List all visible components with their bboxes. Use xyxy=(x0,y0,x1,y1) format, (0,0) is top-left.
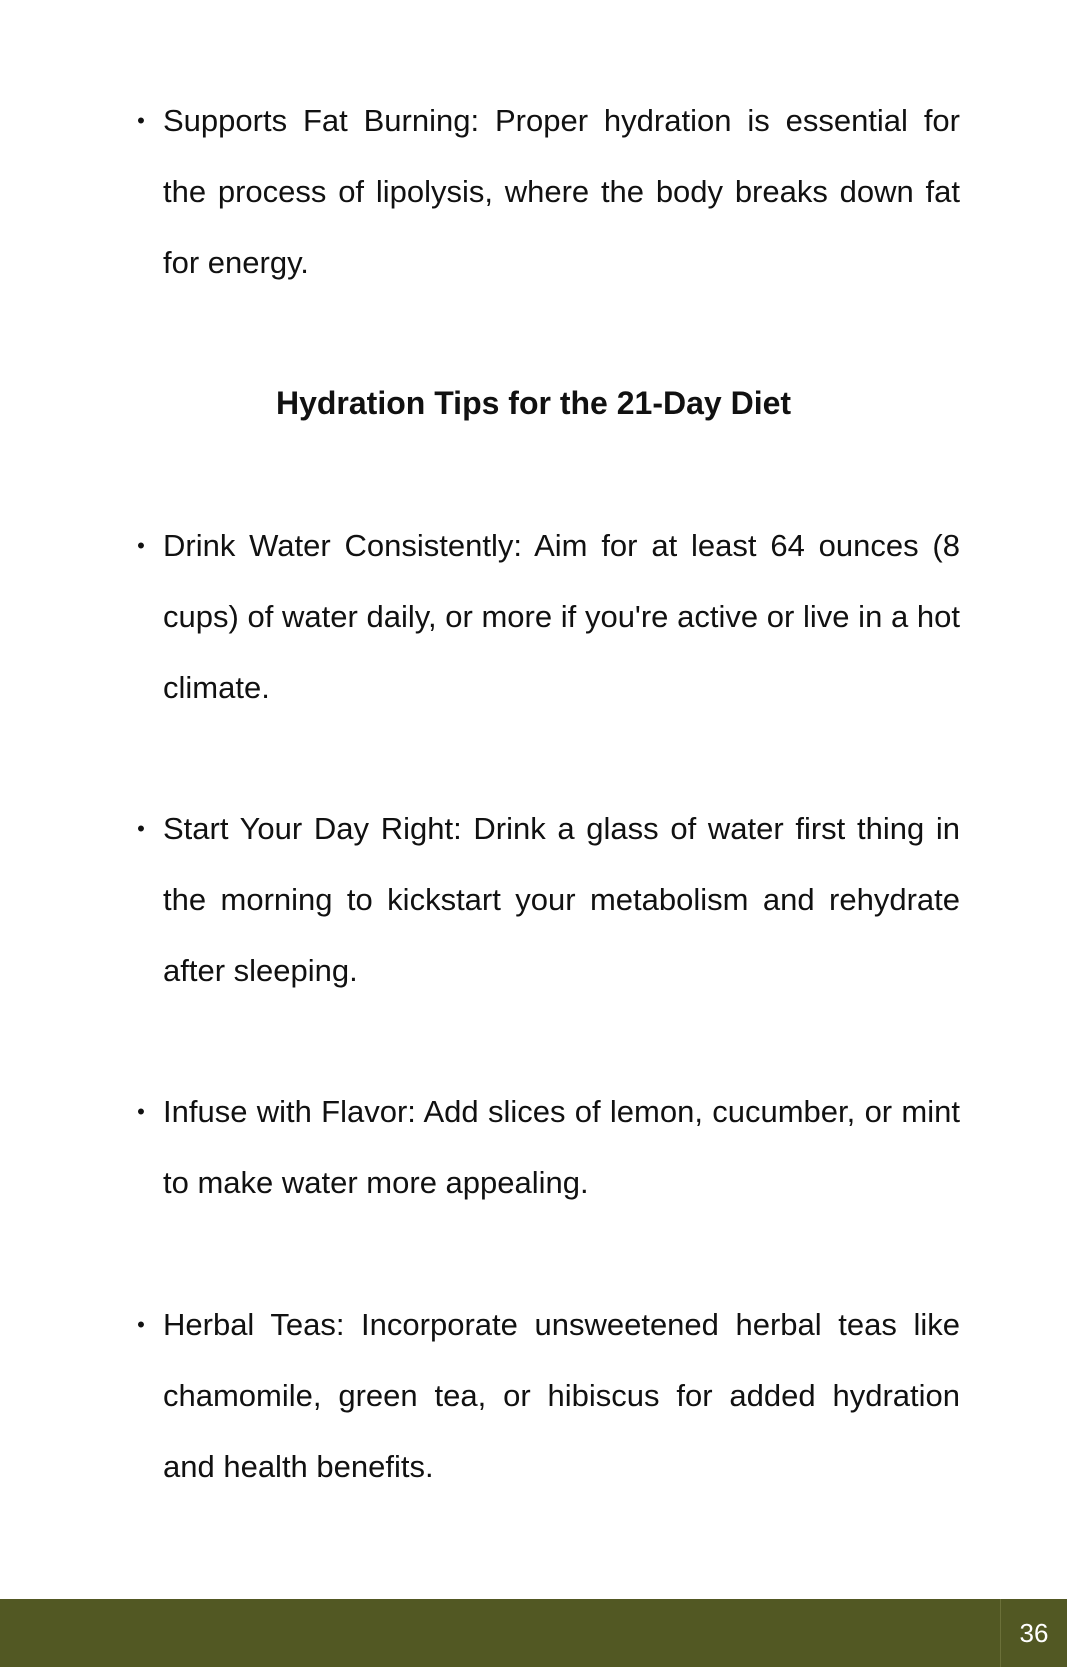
section-heading: Hydration Tips for the 21-Day Diet xyxy=(275,385,792,421)
bullet-icon: • xyxy=(137,533,145,558)
list-item xyxy=(137,85,960,298)
list-item xyxy=(137,793,960,1006)
bullet-icon: • xyxy=(137,1312,145,1337)
list-item-text: Drink Water Consistently: Aim for at least 64 ounces (8 cups) of water daily, or more if you're active or live in a hot climate. xyxy=(163,528,960,705)
footer-bar xyxy=(0,1599,1067,1667)
list-item-text: Supports Fat Burning: Proper hydration is essential for the process of lipolysis, where the body breaks down fat for energy. xyxy=(163,103,960,280)
list-item xyxy=(137,510,960,723)
list-item-text: Herbal Teas: Incorporate unsweetened herbal teas like chamomile, green tea, or hibiscus for added hydration and health benefits. xyxy=(163,1307,960,1484)
bullet-icon: • xyxy=(137,1099,145,1124)
bullet-icon: • xyxy=(137,108,145,133)
list-item xyxy=(137,1076,960,1218)
bullet-icon: • xyxy=(137,816,145,841)
list-item-text: Infuse with Flavor: Add slices of lemon, cucumber, or mint to make water more appealing. xyxy=(163,1094,960,1200)
list-item-text: Start Your Day Right: Drink a glass of water first thing in the morning to kickstart your metabolism and rehydrate after sleeping. xyxy=(163,811,960,988)
list-item xyxy=(137,1289,960,1502)
page-number: 36 xyxy=(1000,1599,1067,1667)
